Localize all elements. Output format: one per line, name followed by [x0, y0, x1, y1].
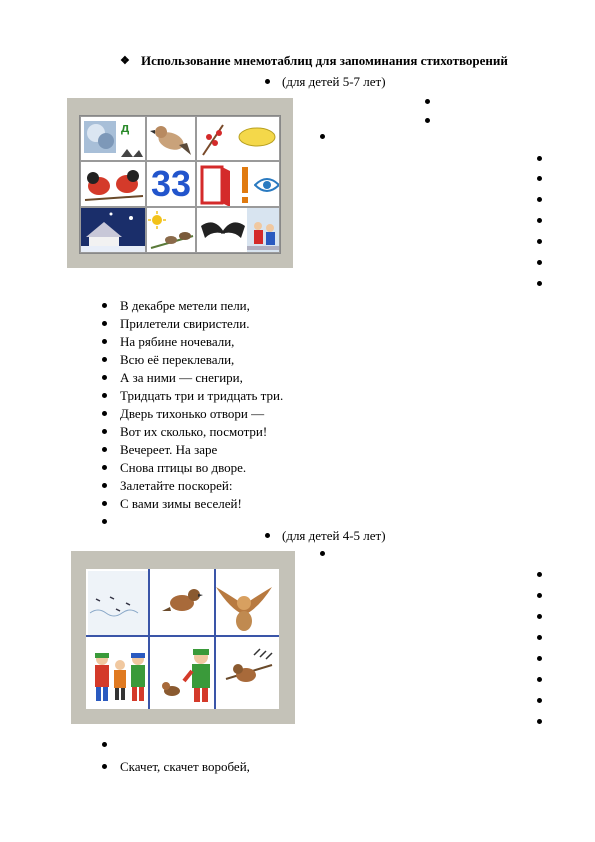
bullet-dot [425, 99, 430, 104]
mnemotable-frame [67, 98, 293, 268]
rowan-branch-icon [197, 117, 280, 161]
owl-flying-icon [216, 587, 272, 631]
snowy-field-icon [88, 571, 148, 635]
cell-winter-trees [80, 116, 146, 161]
bullet-dot [537, 719, 542, 724]
cell-waxwing [146, 116, 196, 161]
bullet-dot [425, 118, 430, 123]
age-label-4-5: (для детей 4-5 лет) [282, 528, 386, 543]
bullet-dot [537, 281, 542, 286]
bullet-dot [537, 572, 542, 577]
list-item: Залетайте поскорей: [120, 477, 283, 495]
bullet-dot [537, 156, 542, 161]
list-item: С вами зимы веселей! [120, 495, 283, 513]
bullet-dot [537, 635, 542, 640]
bullet-dot [320, 134, 325, 139]
list-item [120, 736, 250, 758]
cell-number-33 [146, 161, 196, 207]
list-item: Всю её переклевали, [120, 351, 283, 369]
cell-rowan [196, 116, 280, 161]
bullet-dot [537, 218, 542, 223]
cell-sun-birds [146, 207, 196, 253]
number-33-icon: 33 [151, 163, 192, 204]
list-item: Вечереет. На заре [120, 441, 283, 459]
list-item: Вот их сколько, посмотри! [120, 423, 283, 441]
list-item: А за ними — снегири, [120, 369, 283, 387]
list-item [120, 513, 283, 531]
list-item: На рябине ночевали, [120, 333, 283, 351]
bullet-dot [537, 176, 542, 181]
sparrow-jumping-icon [162, 589, 203, 611]
bullet-dot [265, 79, 270, 84]
bullet-dot [320, 551, 325, 556]
exclamation-icon [237, 165, 253, 205]
sparrow-on-branch-icon [226, 649, 272, 682]
heading-bullet: ❖ [120, 55, 130, 67]
children-skating-icon [95, 653, 145, 701]
bullet-dot [537, 260, 542, 265]
page-title: Использование мнемотаблиц для запоминания стихотворений [141, 53, 508, 68]
bird-waxwing-icon [147, 117, 196, 161]
children-winter-icon [247, 208, 280, 253]
list-item: Дверь тихонько отвори — [120, 405, 283, 423]
sun-icon [147, 208, 196, 253]
list-item: Снова птицы во дворе. [120, 459, 283, 477]
list-item: Скачет, скачет воробей, [120, 758, 250, 776]
bullet-dot [537, 614, 542, 619]
bullet-dot [537, 698, 542, 703]
eye-icon [254, 175, 280, 195]
list-item: Тридцать три и тридцать три. [120, 387, 283, 405]
letter-d: д [121, 120, 130, 135]
cell-door [196, 161, 280, 207]
bullfinch-icon [81, 162, 146, 207]
bullet-dot [265, 533, 270, 538]
bullet-dot [537, 677, 542, 682]
winter-trees-icon [81, 117, 146, 161]
list-item: Прилетели свиристели. [120, 315, 283, 333]
mnemotable-grid [79, 115, 281, 254]
poem-list-1 [120, 297, 283, 531]
mnemotable-frame [71, 551, 295, 724]
list-item: В декабре метели пели, [120, 297, 283, 315]
boy-feeding-bird-icon [162, 649, 210, 702]
cell-wings-children [196, 207, 280, 253]
bullet-dot [537, 197, 542, 202]
night-house-icon [81, 208, 146, 253]
bullet-dot [537, 593, 542, 598]
age-label-5-7: (для детей 5-7 лет) [282, 74, 386, 89]
mnemotable-illustrations [86, 569, 279, 709]
poem-list-2 [120, 736, 250, 776]
mnemotable-grid [86, 569, 279, 709]
bullet-dot [537, 656, 542, 661]
cell-night-house [80, 207, 146, 253]
bullet-dot [537, 239, 542, 244]
cell-bullfinches [80, 161, 146, 207]
